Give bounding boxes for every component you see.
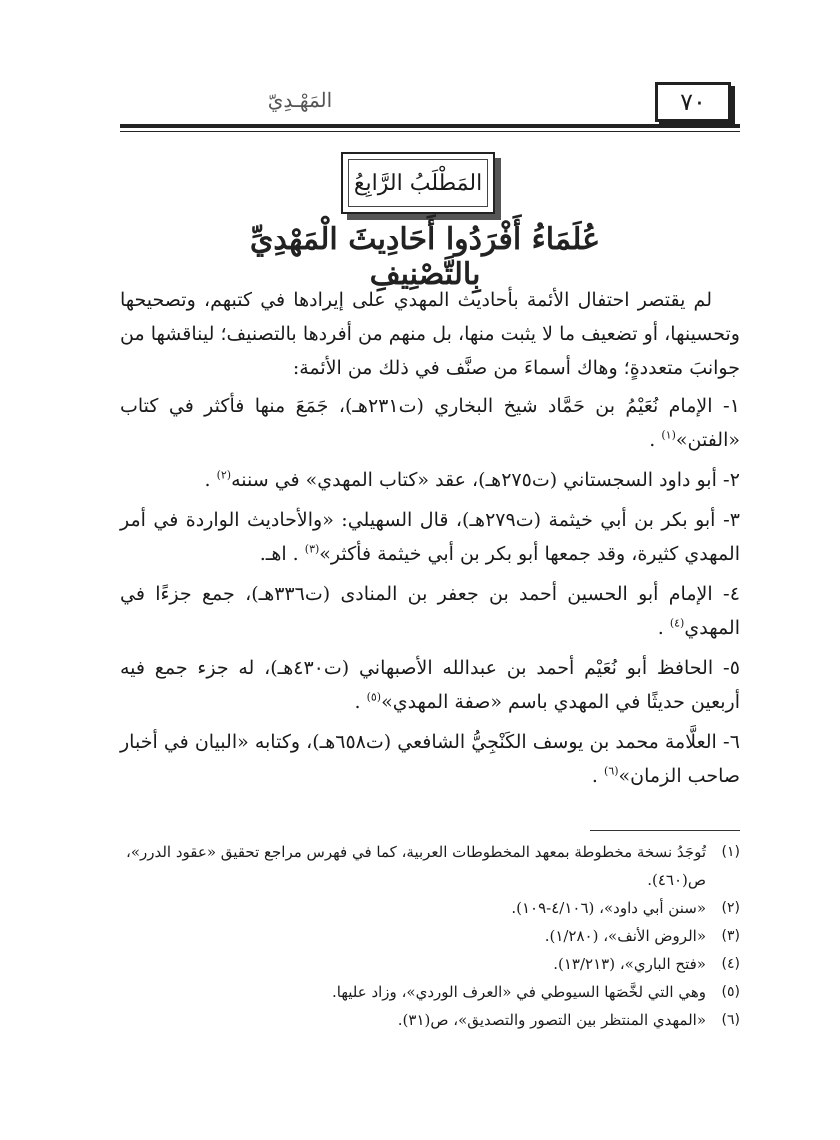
footnote-separator <box>590 830 740 831</box>
item-number: ٣- <box>722 509 741 531</box>
chapter-title: عُلَمَاءُ أَفْرَدُوا أَحَادِيثَ الْمَهْدِيِّ بِالتَّصْنِيفِ <box>249 222 601 292</box>
list-item <box>120 503 740 571</box>
item-end: . <box>591 765 598 787</box>
item-number: ٢- <box>722 469 740 491</box>
item-number: ٦- <box>722 731 740 753</box>
running-head: المَهْـدِيّ <box>267 88 333 112</box>
item-number: ٥- <box>722 657 740 679</box>
intro-paragraph: لم يقتصر احتفال الأئمة بأحاديث المهدي على إيرادها في كتبهم، وتصحيحها وتحسينها، أو تضعيف ما لا يثبت منها، بل منهم من أفردها بالتصنيف؛ ليناقشها من جوانبَ متعددةٍ؛ وهاك أسماءَ من صنَّف في ذلك من الأئمة: <box>120 289 740 379</box>
footnote-text: «سنن أبي داود»، (٤/١٠٦-١٠٩). <box>511 899 706 917</box>
item-end: . <box>204 469 211 491</box>
item-number: ١- <box>722 395 740 417</box>
footnote-number: (٦) <box>721 1012 740 1028</box>
footnote-text: تُوجَدُ نسخة مخطوطة بمعهد المخطوطات العربية، كما في فهرس مراجع تحقيق «عقود الدرر»، ص(٤٦٠). <box>125 843 706 889</box>
item-text: أبو داود السجستاني (ت٢٧٥هـ)، عقد «كتاب المهدي» في سننه <box>231 469 717 491</box>
footnote <box>120 838 740 894</box>
header-rule-thick <box>120 124 740 128</box>
page-number: ٧٠ <box>655 82 731 122</box>
footnote-ref[interactable]: (٣) <box>304 542 320 556</box>
body-text <box>120 283 740 799</box>
footnotes <box>120 838 740 1034</box>
footnote <box>120 922 740 950</box>
footnote-ref[interactable]: (٢) <box>216 468 232 482</box>
footnote <box>120 894 740 922</box>
footnote-text: «المهدي المنتظر بين التصور والتصديق»، ص(٣١). <box>397 1011 706 1029</box>
footnote-number: (٢) <box>721 900 740 916</box>
item-text: أبو بكر بن أبي خيثمة (ت٢٧٩هـ)، قال السهيلي: «والأحاديث الواردة في أمر المهدي كثيرة، وقد جمعها أبو بكر بن أبي خيثمة فأكثر» <box>120 509 740 565</box>
footnote-ref[interactable]: (٤) <box>669 616 685 630</box>
list-item <box>120 577 740 645</box>
section-label: المَطْلَبُ الرَّابِعُ <box>348 159 488 207</box>
footnote-text: «الروض الأنف»، (١/٢٨٠). <box>544 927 706 945</box>
footnote-ref[interactable]: (١) <box>661 428 676 442</box>
header-rule-thin <box>120 131 740 132</box>
item-text: الإمام أبو الحسين أحمد بن جعفر بن المنادى (ت٣٣٦هـ)، جمع جزءًا في المهدي <box>120 583 740 639</box>
section-label-box <box>341 152 495 214</box>
item-text: الحافظ أبو نُعَيْم أحمد بن عبدالله الأصبهاني (ت٤٣٠هـ)، له جزء جمع فيه أربعين حديثًا في المهدي باسم «صفة المهدي» <box>120 657 740 713</box>
footnote <box>120 978 740 1006</box>
item-text: العلَّامة محمد بن يوسف الكَنْجِيُّ الشافعي (ت٦٥٨هـ)، وكتابه «البيان في أخبار صاحب الزمان» <box>120 731 740 787</box>
item-end: . اهـ. <box>259 543 299 565</box>
item-end: . <box>657 617 664 639</box>
footnote <box>120 950 740 978</box>
item-number: ٤- <box>722 583 740 605</box>
footnote-number: (٤) <box>721 956 740 972</box>
item-end: . <box>649 429 656 451</box>
footnote-text: وهي التي لخَّصَها السيوطي في «العرف الوردي»، وزاد عليها. <box>332 983 706 1001</box>
footnote-ref[interactable]: (٦) <box>604 764 619 778</box>
item-text: الإمام نُعَيْمُ بن حَمَّاد شيخ البخاري (ت٢٣١هـ)، جَمَعَ منها فأكثر في كتاب «الفتن» <box>120 395 740 451</box>
list-item <box>120 651 740 719</box>
footnote-number: (٥) <box>721 984 740 1000</box>
footnote-text: «فتح الباري»، (١٣/٢١٣). <box>553 955 706 973</box>
footnote <box>120 1006 740 1034</box>
footnote-ref[interactable]: (٥) <box>366 690 382 704</box>
footnote-number: (١) <box>721 844 740 860</box>
footnote-number: (٣) <box>721 928 740 944</box>
list-item <box>120 463 740 497</box>
list-item <box>120 389 740 457</box>
list-item <box>120 725 740 793</box>
item-end: . <box>354 691 361 713</box>
